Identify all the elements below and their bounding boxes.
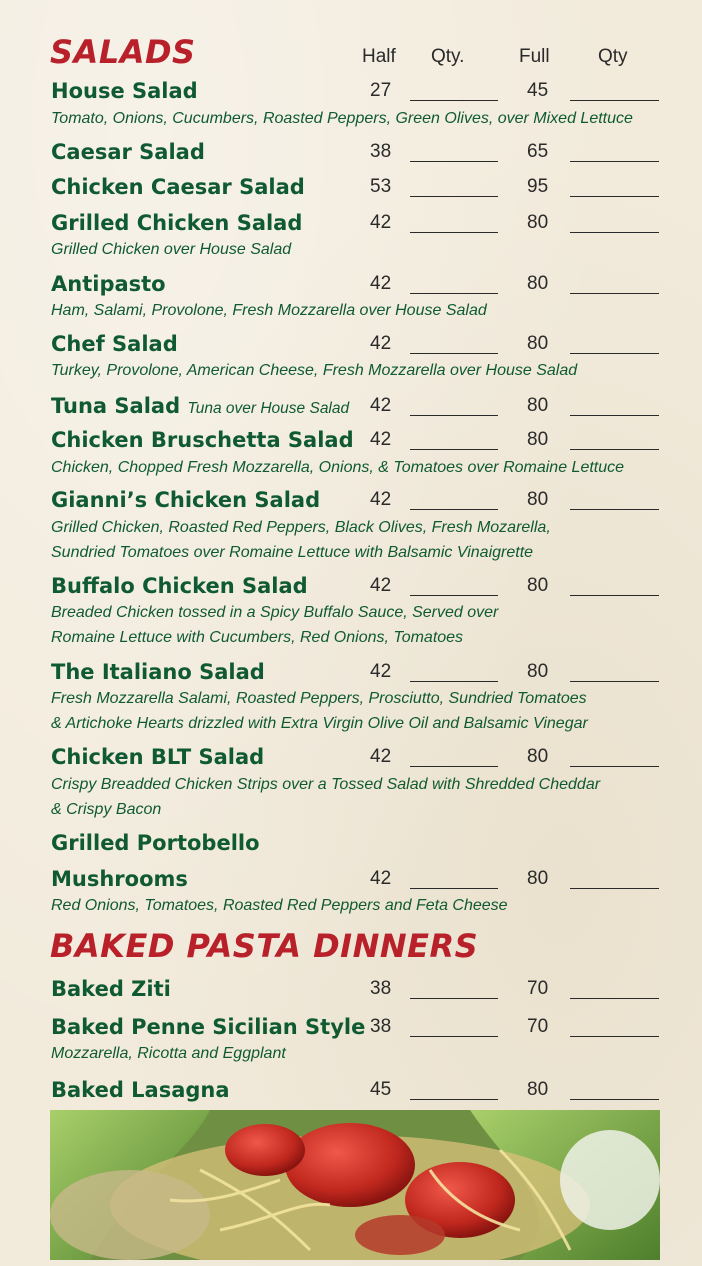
full-price: 80 xyxy=(527,1079,549,1100)
menu-row-chicken-blt-salad xyxy=(0,744,702,770)
half-qty-line[interactable] xyxy=(410,293,498,294)
full-price: 70 xyxy=(527,1016,549,1037)
half-qty-line[interactable] xyxy=(410,100,498,101)
half-qty-line[interactable] xyxy=(410,766,498,767)
half-price: 42 xyxy=(370,489,392,510)
full-qty-line[interactable] xyxy=(570,681,659,682)
item-inline-description: Tuna over House Salad xyxy=(187,400,350,417)
half-price: 42 xyxy=(370,661,392,682)
half-price: 42 xyxy=(370,333,392,354)
menu-row-antipasto xyxy=(0,271,702,297)
item-description: Tomato, Onions, Cucumbers, Roasted Peppers, Green Olives, over Mixed Lettuce xyxy=(51,110,633,127)
item-description: Mozzarella, Ricotta and Eggplant xyxy=(51,1045,286,1062)
full-qty-line[interactable] xyxy=(570,232,659,233)
half-price: 38 xyxy=(370,1016,392,1037)
item-name: Grilled Chicken Salad xyxy=(51,211,303,235)
item-name: Chef Salad xyxy=(51,332,178,356)
menu-row-grilled-chicken-salad xyxy=(0,210,702,236)
full-qty-line[interactable] xyxy=(570,293,659,294)
half-qty-line[interactable] xyxy=(410,353,498,354)
item-description: Turkey, Provolone, American Cheese, Fresh Mozzarella over House Salad xyxy=(51,362,578,379)
full-qty-line[interactable] xyxy=(570,1036,659,1037)
menu-row-house-salad xyxy=(0,78,702,104)
half-price: 42 xyxy=(370,273,392,294)
menu-row-baked-ziti xyxy=(0,976,702,1002)
full-price: 80 xyxy=(527,273,549,294)
item-name: Antipasto xyxy=(51,272,166,296)
half-price: 42 xyxy=(370,395,392,416)
half-price: 38 xyxy=(370,141,392,162)
full-price: 80 xyxy=(527,661,549,682)
half-price: 38 xyxy=(370,978,392,999)
item-name: House Salad xyxy=(51,79,198,103)
salad-photo xyxy=(50,1110,660,1260)
half-qty-line[interactable] xyxy=(410,509,498,510)
half-price: 42 xyxy=(370,746,392,767)
menu-row-tuna-salad xyxy=(0,393,702,419)
half-price: 42 xyxy=(370,868,392,889)
baked-pasta-title: BAKED PASTA DINNERS xyxy=(50,927,479,965)
full-qty-line[interactable] xyxy=(570,888,659,889)
item-name: Baked Penne Sicilian Style xyxy=(51,1015,366,1039)
half-column-header: Half xyxy=(362,46,396,67)
item-description: Grilled Chicken over House Salad xyxy=(51,241,292,258)
item-description: Grilled Chicken, Roasted Red Peppers, Black Olives, Fresh Mozarella, xyxy=(51,519,551,536)
full-price: 80 xyxy=(527,868,549,889)
half-qty-line[interactable] xyxy=(410,196,498,197)
half-qty-line[interactable] xyxy=(410,415,498,416)
half-qty-line[interactable] xyxy=(410,161,498,162)
item-description-line-2: Romaine Lettuce with Cucumbers, Red Onions, Tomatoes xyxy=(51,629,464,646)
qty-column-header-2: Qty xyxy=(598,46,628,67)
full-qty-line[interactable] xyxy=(570,449,659,450)
full-qty-line[interactable] xyxy=(570,766,659,767)
full-qty-line[interactable] xyxy=(570,595,659,596)
salads-title: SALADS xyxy=(50,33,196,71)
full-price: 80 xyxy=(527,746,549,767)
menu-row-baked-lasagna xyxy=(0,1077,702,1103)
full-qty-line[interactable] xyxy=(570,998,659,999)
menu-row-grilled-portobello-mushrooms xyxy=(0,866,702,892)
menu-row-chicken-bruschetta-salad xyxy=(0,427,702,453)
menu-row-caesar-salad xyxy=(0,139,702,165)
full-price: 70 xyxy=(527,978,549,999)
full-qty-line[interactable] xyxy=(570,196,659,197)
full-price: 80 xyxy=(527,489,549,510)
half-price: 42 xyxy=(370,575,392,596)
full-qty-line[interactable] xyxy=(570,353,659,354)
item-description: Chicken, Chopped Fresh Mozzarella, Onions, & Tomatoes over Romaine Lettuce xyxy=(51,459,625,476)
full-qty-line[interactable] xyxy=(570,1099,659,1100)
menu-row-portobello-title-line xyxy=(0,830,702,856)
menu-row-italiano-salad xyxy=(0,659,702,685)
item-name: Baked Ziti xyxy=(51,977,171,1001)
menu-row-baked-penne-sicilian xyxy=(0,1014,702,1040)
item-name: Baked Lasagna xyxy=(51,1078,230,1102)
item-description-line-2: Sundried Tomatoes over Romaine Lettuce with Balsamic Vinaigrette xyxy=(51,544,534,561)
item-name: Buffalo Chicken Salad xyxy=(51,574,308,598)
full-price: 80 xyxy=(527,429,549,450)
half-qty-line[interactable] xyxy=(410,998,498,999)
half-qty-line[interactable] xyxy=(410,449,498,450)
half-qty-line[interactable] xyxy=(410,681,498,682)
item-name-text: Tuna Salad xyxy=(51,394,181,418)
half-price: 42 xyxy=(370,429,392,450)
item-description: Ham, Salami, Provolone, Fresh Mozzarella over House Salad xyxy=(51,302,487,319)
qty-column-header: Qty. xyxy=(431,46,465,67)
half-price: 45 xyxy=(370,1079,392,1100)
item-name xyxy=(51,393,349,422)
item-description: Crispy Breadded Chicken Strips over a Tossed Salad with Shredded Cheddar xyxy=(51,776,601,793)
half-qty-line[interactable] xyxy=(410,1099,498,1100)
full-price: 65 xyxy=(527,141,549,162)
item-name: Caesar Salad xyxy=(51,140,205,164)
item-description-line-2: & Crispy Bacon xyxy=(51,801,162,818)
item-name: Grilled Portobello xyxy=(51,831,260,855)
item-description: Fresh Mozzarella Salami, Roasted Peppers, Prosciutto, Sundried Tomatoes xyxy=(51,690,587,707)
item-name: Gianni’s Chicken Salad xyxy=(51,488,321,512)
half-qty-line[interactable] xyxy=(410,888,498,889)
salad-photo-art xyxy=(50,1110,660,1260)
item-description-line-2: & Artichoke Hearts drizzled with Extra Virgin Olive Oil and Balsamic Vinegar xyxy=(51,715,588,732)
item-name: The Italiano Salad xyxy=(51,660,265,684)
menu-row-giannis-chicken-salad xyxy=(0,487,702,513)
half-price: 53 xyxy=(370,176,392,197)
item-description: Red Onions, Tomatoes, Roasted Red Peppers and Feta Cheese xyxy=(51,897,508,914)
full-qty-line[interactable] xyxy=(570,415,659,416)
full-price: 80 xyxy=(527,575,549,596)
half-qty-line[interactable] xyxy=(410,1036,498,1037)
menu-row-chicken-caesar-salad xyxy=(0,174,702,200)
item-name: Chicken Bruschetta Salad xyxy=(51,428,354,452)
full-price: 80 xyxy=(527,395,549,416)
half-price: 27 xyxy=(370,80,392,101)
full-column-header: Full xyxy=(519,46,550,67)
full-qty-line[interactable] xyxy=(570,509,659,510)
menu-row-buffalo-chicken-salad xyxy=(0,573,702,599)
half-qty-line[interactable] xyxy=(410,232,498,233)
full-price: 45 xyxy=(527,80,549,101)
half-price: 42 xyxy=(370,212,392,233)
full-price: 80 xyxy=(527,333,549,354)
item-name: Chicken BLT Salad xyxy=(51,745,265,769)
menu-row-chef-salad xyxy=(0,331,702,357)
item-description: Breaded Chicken tossed in a Spicy Buffalo Sauce, Served over xyxy=(51,604,499,621)
full-qty-line[interactable] xyxy=(570,161,659,162)
full-price: 80 xyxy=(527,212,549,233)
item-name: Chicken Caesar Salad xyxy=(51,175,305,199)
half-qty-line[interactable] xyxy=(410,595,498,596)
item-name-line-2: Mushrooms xyxy=(51,867,188,891)
full-qty-line[interactable] xyxy=(570,100,659,101)
full-price: 95 xyxy=(527,176,549,197)
